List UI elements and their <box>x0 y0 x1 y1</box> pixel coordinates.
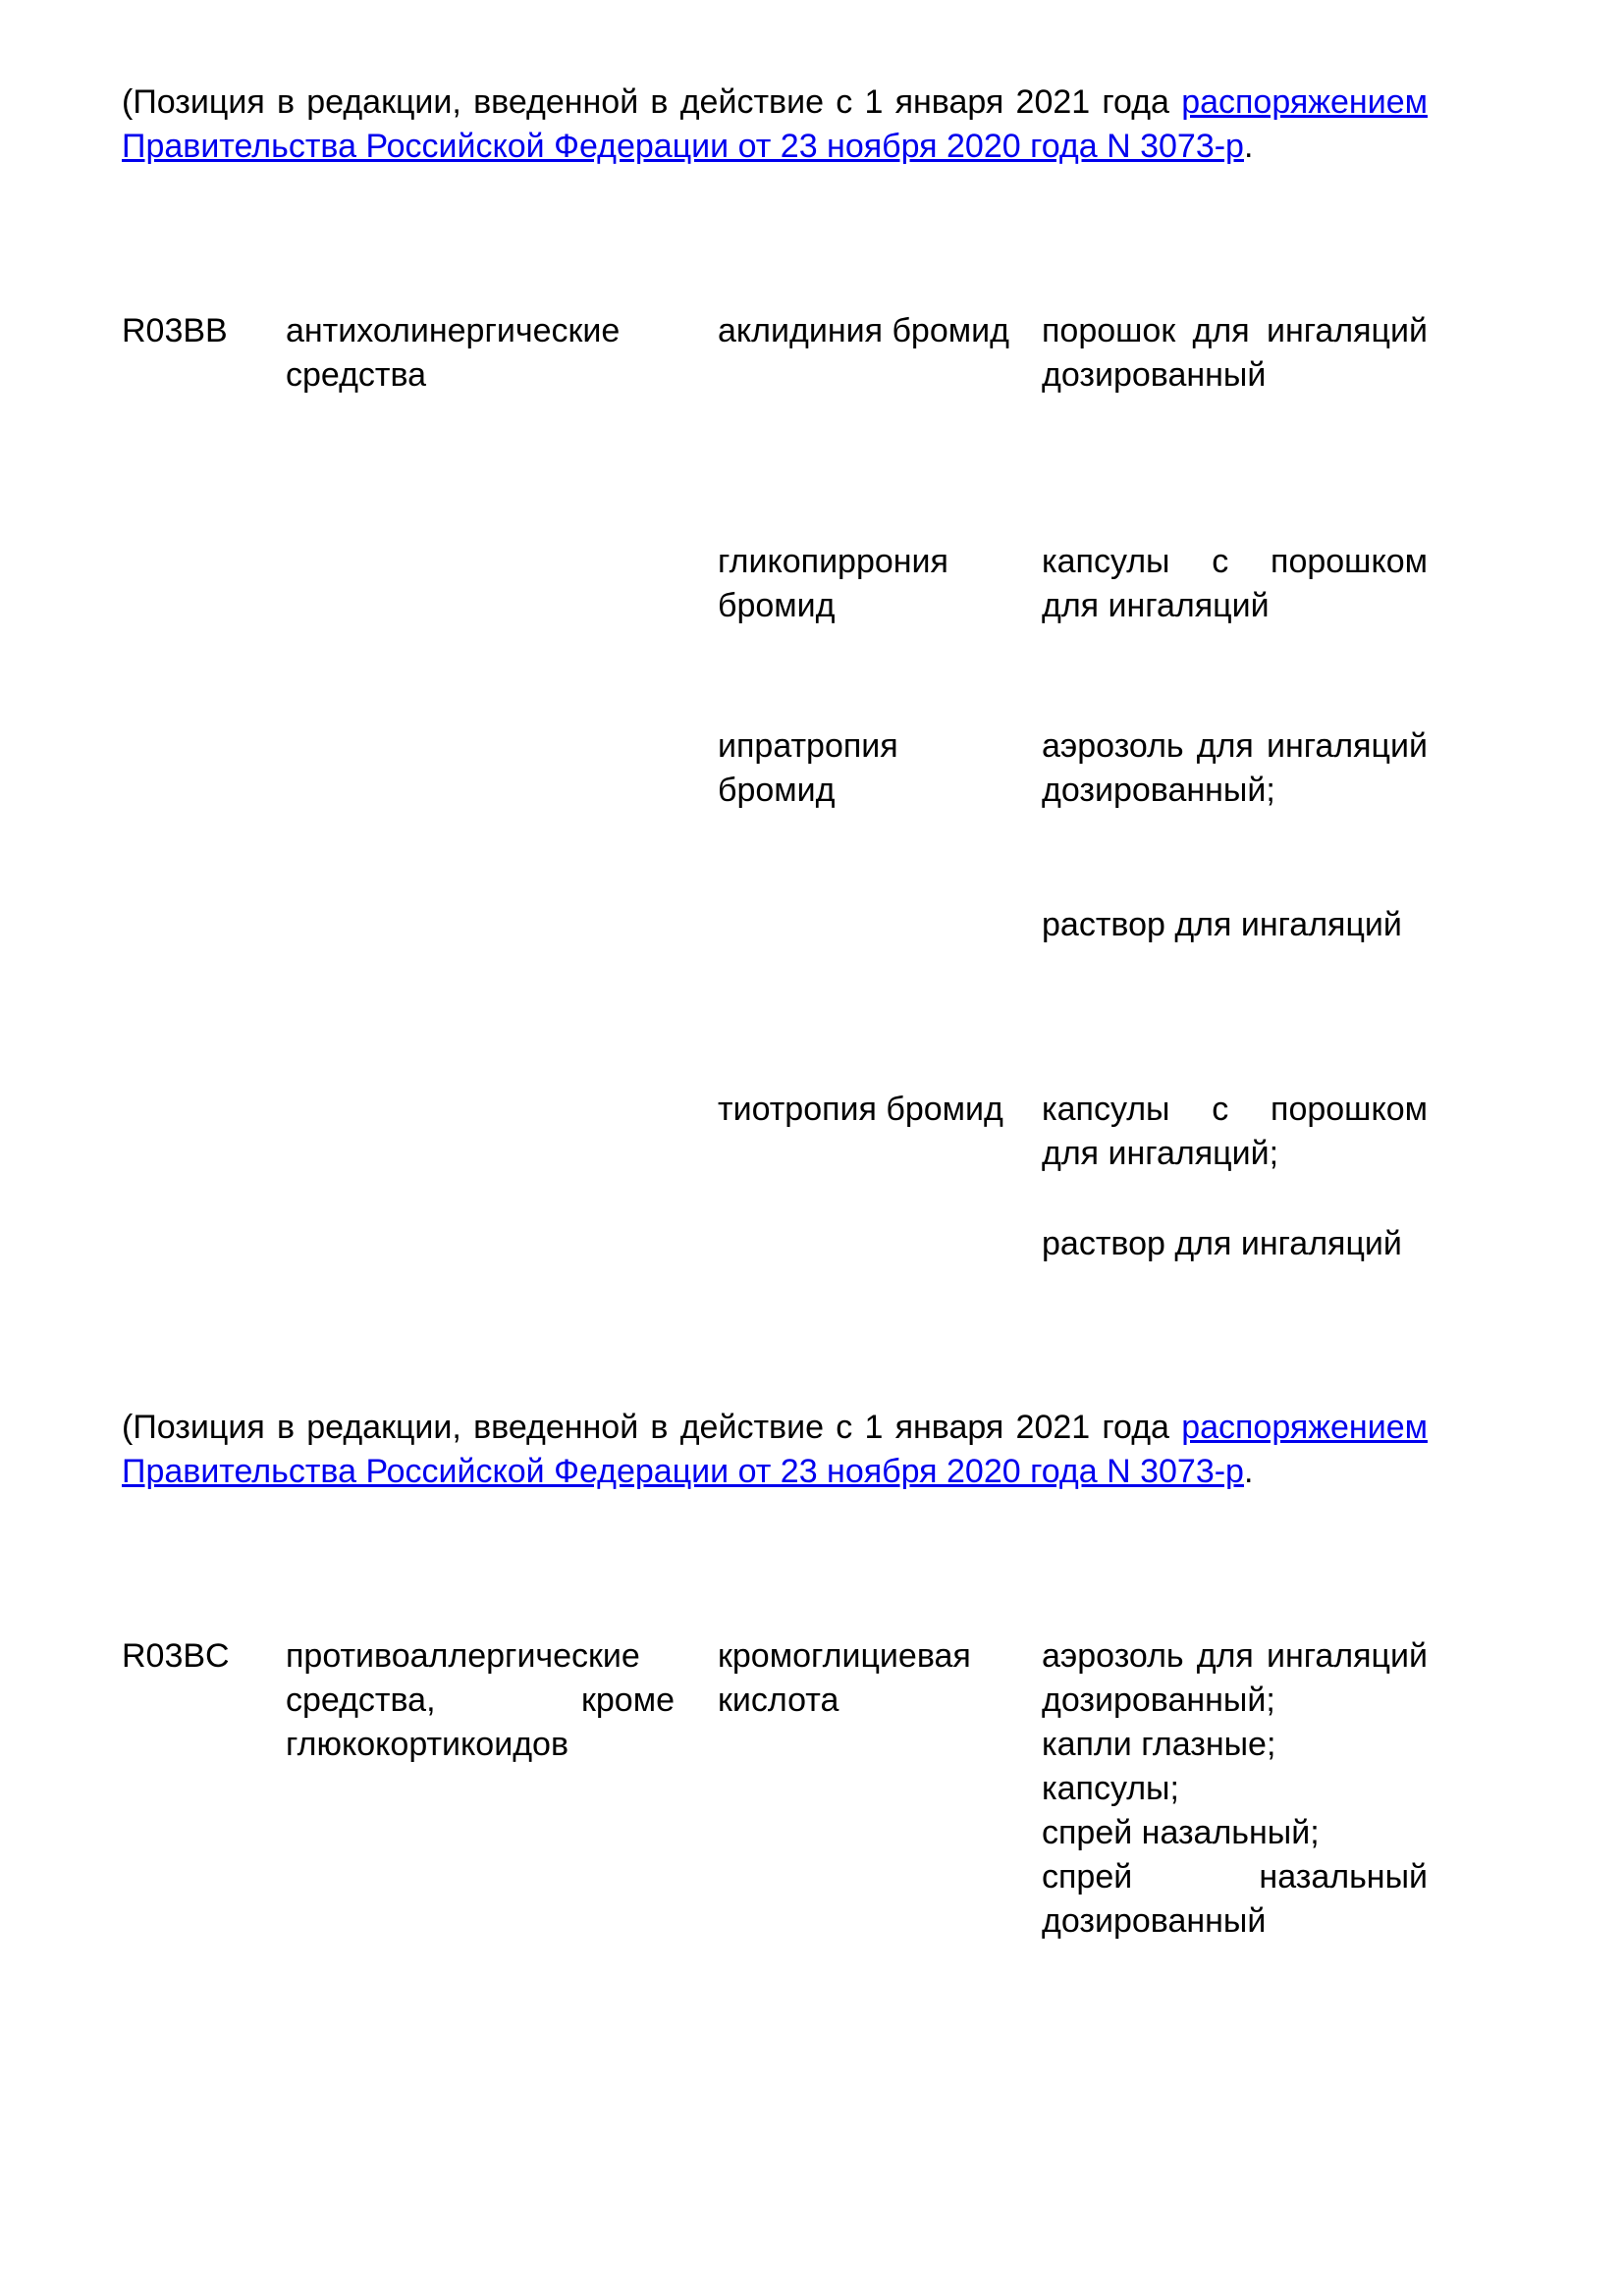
drug-name: аклидиния бромид <box>718 312 1009 349</box>
revision-note-suffix: . <box>1243 128 1254 165</box>
dosage-form: капсулы; <box>1042 1770 1179 1807</box>
dosage-form-list <box>1042 1634 1428 1944</box>
dosage-form: порошок для ингаляций дозированный <box>1042 312 1428 394</box>
dosage-form: спрей назальный; <box>1042 1814 1320 1851</box>
regulation-link[interactable]: распоряжением Правительства Российской Федерации от 23 ноября 2020 года N 3073-р <box>122 83 1428 165</box>
dosage-form: раствор для ингаляций <box>1042 1225 1402 1262</box>
dosage-form: спрей назальный дозированный <box>1042 1858 1428 1940</box>
revision-note-text: (Позиция в редакции, введенной в действие с 1 января 2021 года <box>122 1409 1182 1446</box>
atc-code: R03BB <box>122 312 228 349</box>
revision-note <box>122 1406 1428 1494</box>
regulation-link[interactable]: распоряжением Правительства Российской Федерации от 23 ноября 2020 года N 3073-р <box>122 1409 1428 1490</box>
revision-note <box>122 80 1428 169</box>
dosage-form: капсулы с порошком для ингаляций <box>1042 543 1428 624</box>
dosage-form: аэрозоль для ингаляций дозированный; <box>1042 727 1428 809</box>
drug-name: ипратропия бромид <box>718 727 898 809</box>
revision-note-text: (Позиция в редакции, введенной в действие с 1 января 2021 года <box>122 83 1182 121</box>
drug-name: гликопиррония бромид <box>718 543 948 624</box>
drug-name: тиотропия бромид <box>718 1091 1003 1128</box>
pharmacological-group: противоаллергические средства, кроме глюкокортикоидов <box>286 1637 675 1763</box>
dosage-form: капли глазные; <box>1042 1726 1276 1763</box>
drug-name: кромоглициевая кислота <box>718 1637 971 1719</box>
dosage-form: капсулы с порошком для ингаляций; <box>1042 1091 1428 1172</box>
atc-code: R03BC <box>122 1637 230 1675</box>
pharmacological-group: антихолинергические средства <box>286 312 621 394</box>
revision-note-suffix: . <box>1243 1453 1254 1490</box>
dosage-form: раствор для ингаляций <box>1042 906 1402 943</box>
dosage-form: аэрозоль для ингаляций дозированный; <box>1042 1637 1428 1719</box>
